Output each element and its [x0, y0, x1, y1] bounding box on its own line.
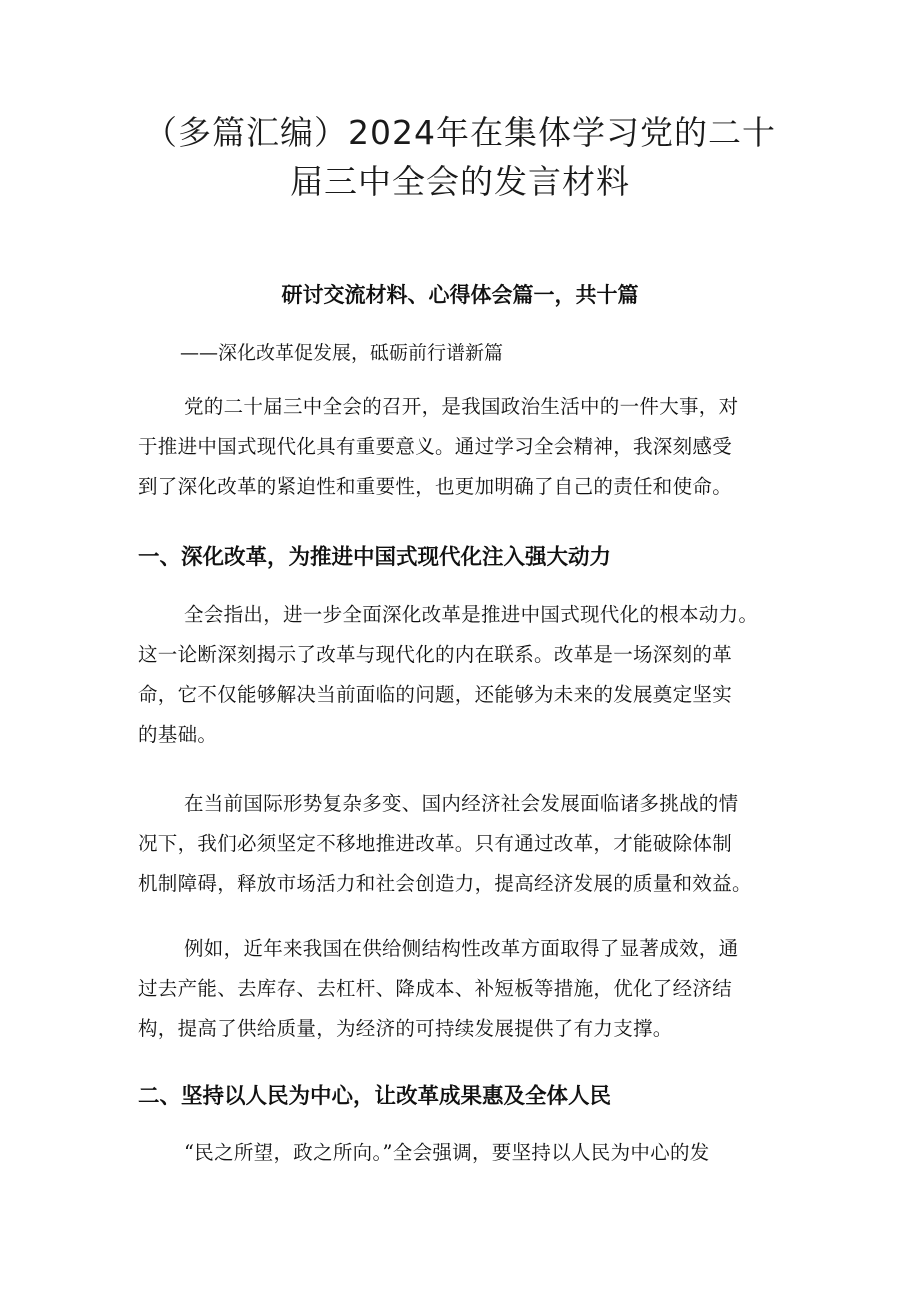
section-heading-1: 一、深化改革，为推进中国式现代化注入强大动力	[138, 545, 612, 570]
intro-paragraph	[138, 387, 798, 507]
intro-line: 党的二十届三中全会的召开，是我国政治生活中的一件大事，对	[184, 395, 739, 418]
paragraph-line: 过去产能、去库存、去杠杆、降成本、补短板等措施，优化了经济结	[138, 977, 733, 1000]
paragraph-line: 全会指出，进一步全面深化改革是推进中国式现代化的根本动力。	[184, 603, 759, 626]
paragraph-line: 的基础。	[138, 723, 218, 746]
paragraph-line: 命，它不仅能够解决当前面临的问题，还能够为未来的发展奠定坚实	[138, 683, 733, 706]
paragraph-line: 这一论断深刻揭示了改革与现代化的内在联系。改革是一场深刻的革	[138, 643, 733, 666]
paragraph-line: 构，提高了供给质量，为经济的可持续发展提供了有力支撑。	[138, 1017, 673, 1040]
paragraph-line: 况下，我们必须坚定不移地推进改革。只有通过改革，才能破除体制	[138, 832, 733, 855]
document-subtitle: 研讨交流材料、心得体会篇一，共十篇	[281, 283, 639, 307]
document-title-line-1: （多篇汇编）2024年在集体学习党的二十	[144, 113, 776, 152]
paragraph-1	[138, 595, 798, 755]
paragraph-line: 例如，近年来我国在供给侧结构性改革方面取得了显著成效，通	[184, 937, 739, 960]
paragraph-3	[138, 929, 798, 1049]
paragraph-4	[138, 1133, 798, 1173]
paragraph-line: 机制障碍，释放市场活力和社会创造力，提高经济发展的质量和效益。	[138, 872, 752, 895]
section-heading-2: 二、坚持以人民为中心，让改革成果惠及全体人民	[138, 1084, 612, 1109]
paragraph-line: 在当前国际形势复杂多变、国内经济社会发展面临诸多挑战的情	[184, 792, 739, 815]
document-title-line-2: 届三中全会的发言材料	[290, 162, 630, 201]
intro-line: 于推进中国式现代化具有重要意义。通过学习全会精神，我深刻感受	[138, 435, 733, 458]
paragraph-line: “民之所望，政之所向。”全会强调，要坚持以人民为中心的发	[184, 1141, 710, 1164]
intro-line: 到了深化改革的紧迫性和重要性，也更加明确了自己的责任和使命。	[138, 475, 733, 498]
article-tagline: ——深化改革促发展，砥砺前行谱新篇	[180, 342, 504, 364]
paragraph-2	[138, 784, 798, 904]
